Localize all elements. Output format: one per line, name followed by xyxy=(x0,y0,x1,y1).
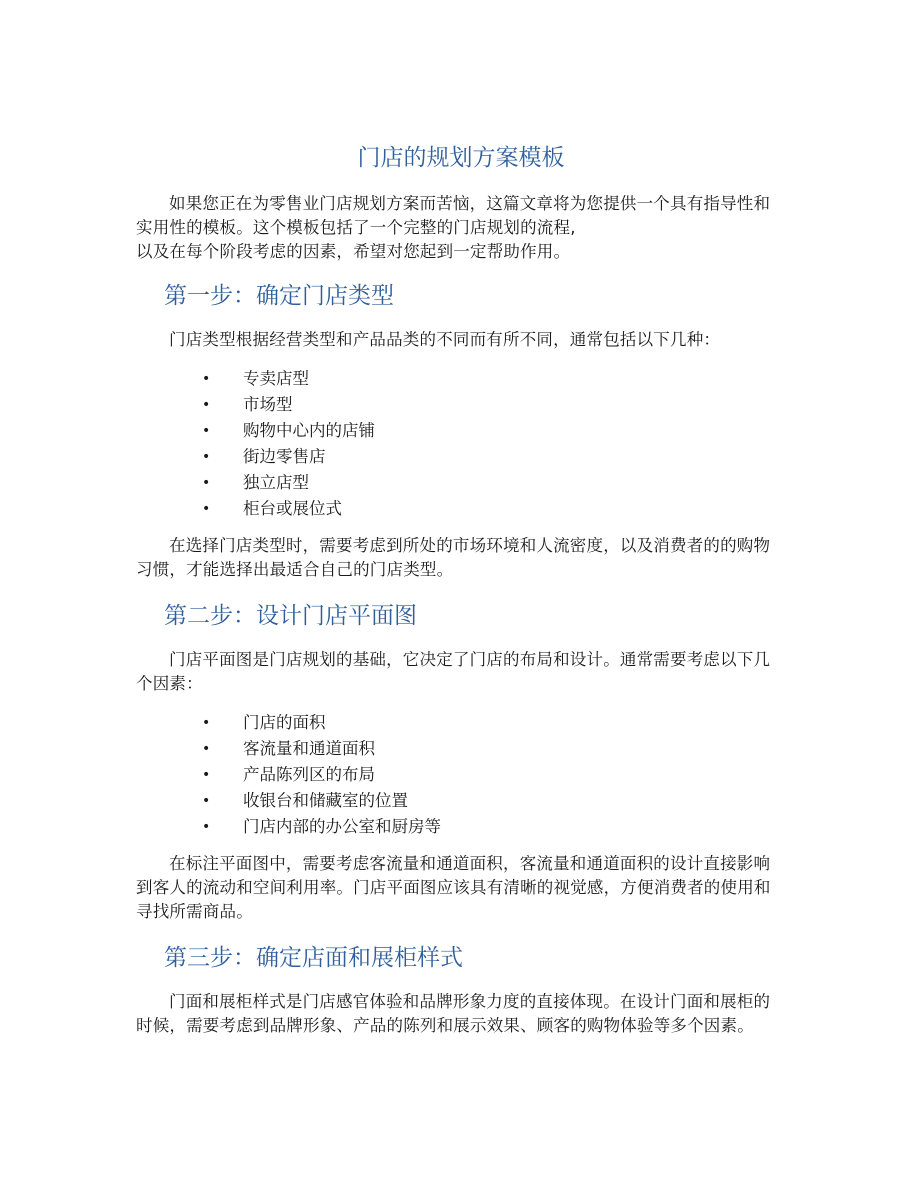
section-heading-step3: 第三步：确定店面和展柜样式 xyxy=(164,945,463,971)
bullet-icon: • xyxy=(202,449,211,465)
bullet-icon: • xyxy=(202,793,211,809)
bullet-icon: • xyxy=(202,715,211,731)
section-lead-step3: 门面和展柜样式是门店感官体验和品牌形象力度的直接体现。在设计门面和展柜的时候，需要考虑到品牌形象、产品的陈列和展示效果、顾客的购物体验等多个因素。 xyxy=(136,992,771,1035)
section-heading-step2: 第二步：设计门店平面图 xyxy=(164,603,417,629)
list-item: • 街边零售店 xyxy=(136,444,786,470)
intro-paragraph: 如果您正在为零售业门店规划方案而苦恼，这篇文章将为您提供一个具有指导性和实用性的模板。这个模板包括了一个完整的门店规划的流程, xyxy=(136,194,771,237)
list-item: • 收银台和储藏室的位置 xyxy=(136,788,786,814)
list-item: • 产品陈列区的布局 xyxy=(136,762,786,788)
section-heading-step1: 第一步：确定门店类型 xyxy=(164,283,394,309)
list-item: • 门店的面积 xyxy=(136,710,786,736)
list-item: • 专卖店型 xyxy=(136,366,786,392)
bullet-icon: • xyxy=(202,371,211,387)
bullet-icon: • xyxy=(202,397,211,413)
document-page xyxy=(136,140,786,1038)
section-lead-step1: 门店类型根据经营类型和产品品类的不同而有所不同，通常包括以下几种： xyxy=(169,330,721,349)
bullet-icon: • xyxy=(202,741,211,757)
bullet-icon: • xyxy=(202,475,211,491)
bullet-icon: • xyxy=(202,501,211,517)
section-closing-step1: 在选择门店类型时，需要考虑到所处的市场环境和人流密度，以及消费者的的购物习惯，才能选择出最适合自己的门店类型。 xyxy=(136,536,771,579)
bullet-icon: • xyxy=(202,767,211,783)
document-title: 门店的规划方案模板 xyxy=(357,145,565,171)
bullet-icon: • xyxy=(202,819,211,835)
list-item: • 客流量和通道面积 xyxy=(136,736,786,762)
bullet-icon: • xyxy=(202,423,211,439)
intro-paragraph-continued: 以及在每个阶段考虑的因素，希望对您起到一定帮助作用。 xyxy=(136,242,571,261)
section-closing-step2: 在标注平面图中，需要考虑客流量和通道面积，客流量和通道面积的设计直接影响到客人的流动和空间利用率。门店平面图应该具有清晰的视觉感，方便消费者的使用和寻找所需商品。 xyxy=(136,854,771,921)
list-item: • 市场型 xyxy=(136,392,786,418)
floor-plan-factor-list xyxy=(136,710,786,840)
list-item: • 门店内部的办公室和厨房等 xyxy=(136,814,786,840)
section-lead-step2: 门店平面图是门店规划的基础，它决定了门店的布局和设计。通常需要考虑以下几个因素： xyxy=(136,650,771,693)
list-item: • 购物中心内的店铺 xyxy=(136,418,786,444)
list-item: • 独立店型 xyxy=(136,470,786,496)
store-type-list xyxy=(136,366,786,522)
list-item: • 柜台或展位式 xyxy=(136,496,786,522)
